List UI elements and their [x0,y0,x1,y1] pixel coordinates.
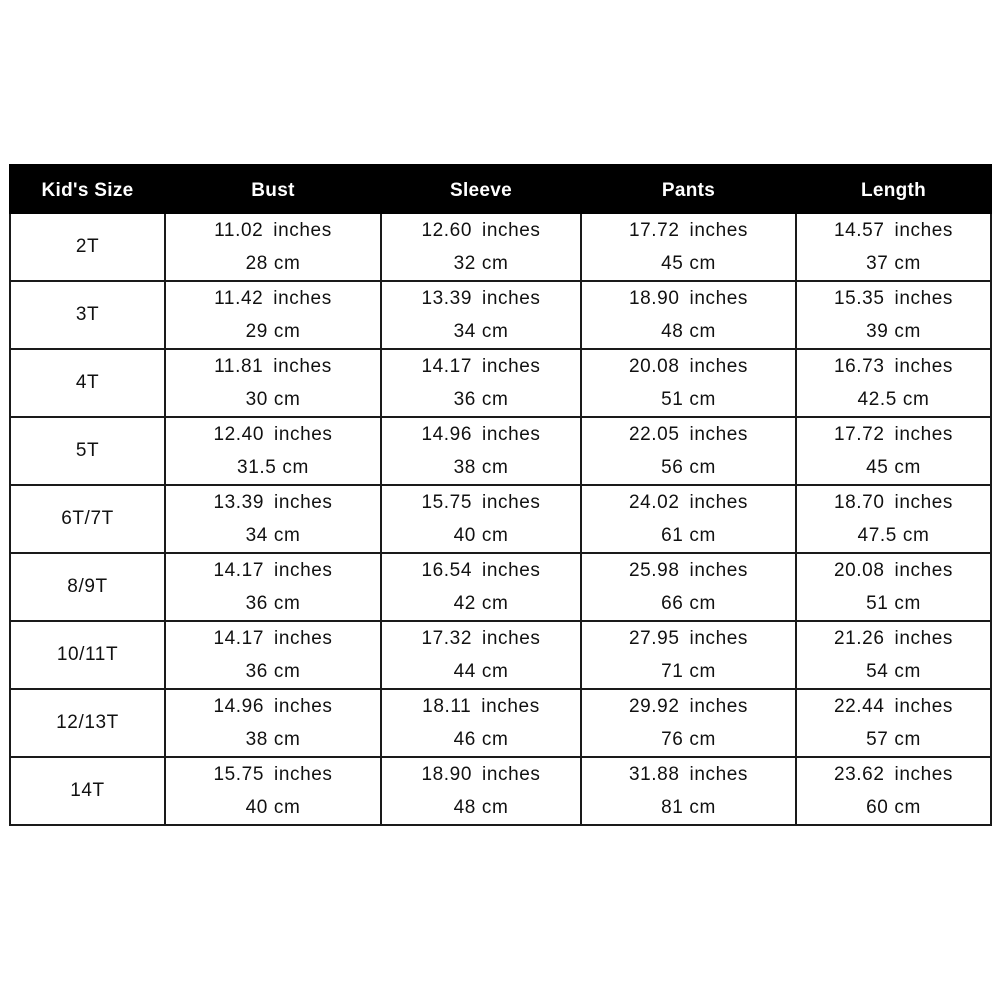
inches-unit: inches [689,696,749,717]
inches-unit: inches [894,424,954,445]
sleeve-inches-value: 13.39 [421,288,472,309]
cm-unit: cm [689,389,716,410]
inches-unit: inches [894,288,954,309]
bust-cm-value: 28 [245,253,268,274]
length-inches-value: 14.57 [833,220,885,241]
length-inches-value: 15.35 [833,288,885,309]
cm-unit: cm [282,457,309,478]
bust-cell [165,553,381,621]
cm-unit: cm [689,661,716,682]
length-cm-line [797,247,990,280]
length-cm-value: 54 [866,661,889,682]
pants-cell [581,621,796,689]
pants-cm-value: 51 [661,389,684,410]
length-cell [796,485,991,553]
bust-inches-line [166,214,380,247]
bust-cell [165,213,381,281]
bust-inches-line [166,758,380,791]
sleeve-inches-line [382,486,580,519]
inches-unit: inches [274,696,333,717]
length-cm-line [797,655,990,688]
pants-inches-line [582,282,795,315]
cm-unit: cm [894,729,921,750]
length-cm-value: 47.5 [857,525,897,546]
length-cm-line [797,791,990,824]
pants-inches-line [582,758,795,791]
inches-unit: inches [482,424,541,445]
pants-cm-value: 48 [661,321,684,342]
size-cell: 4T [10,349,165,417]
cm-unit: cm [481,389,509,410]
sleeve-cm-value: 34 [453,321,476,342]
cm-unit: cm [689,321,716,342]
sleeve-cell [381,213,581,281]
length-cm-value: 57 [866,729,889,750]
sleeve-cm-value: 38 [453,457,476,478]
pants-cm-line [582,587,795,620]
bust-cm-line [166,451,380,484]
bust-inches-line [166,554,380,587]
pants-cm-line [582,315,795,348]
pants-inches-line [582,554,795,587]
pants-cell [581,213,796,281]
cm-unit: cm [481,525,509,546]
sleeve-inches-value: 16.54 [421,560,472,581]
pants-inches-value: 17.72 [628,220,680,241]
header-pants: Pants [581,165,796,213]
sleeve-cm-line [382,247,580,280]
bust-cm-line [166,791,380,824]
sleeve-inches-line [382,350,580,383]
inches-unit: inches [274,628,333,649]
table-row [10,621,991,689]
cm-unit: cm [902,389,930,410]
sleeve-inches-line [382,214,580,247]
sleeve-inches-value: 17.32 [421,628,472,649]
inches-unit: inches [894,356,954,377]
sleeve-inches-value: 18.11 [422,696,472,717]
length-cell [796,417,991,485]
cm-unit: cm [273,253,301,274]
cm-unit: cm [902,525,930,546]
inches-unit: inches [274,560,333,581]
bust-cm-value: 36 [245,593,268,614]
cm-unit: cm [481,797,509,818]
inches-unit: inches [482,356,541,377]
cm-unit: cm [481,729,509,750]
bust-cell [165,281,381,349]
size-cell: 14T [10,757,165,825]
inches-unit: inches [689,288,749,309]
cm-unit: cm [273,593,301,614]
bust-cm-value: 30 [245,389,268,410]
length-inches-line [797,486,990,519]
bust-cm-line [166,587,380,620]
pants-inches-value: 24.02 [628,492,680,513]
pants-cm-value: 71 [661,661,684,682]
cm-unit: cm [481,253,509,274]
header-row [10,165,991,213]
header-sleeve: Sleeve [381,165,581,213]
sleeve-cm-value: 40 [453,525,476,546]
length-cell [796,553,991,621]
length-cell [796,213,991,281]
length-cell [796,757,991,825]
bust-cm-line [166,383,380,416]
bust-inches-line [166,486,380,519]
bust-cm-line [166,519,380,552]
cm-unit: cm [689,729,716,750]
bust-inches-value: 15.75 [213,764,264,785]
sleeve-cm-value: 36 [453,389,476,410]
table-row [10,213,991,281]
inches-unit: inches [274,764,333,785]
cm-unit: cm [481,457,509,478]
pants-cm-value: 66 [661,593,684,614]
pants-cm-line [582,247,795,280]
bust-cm-value: 38 [245,729,268,750]
length-cm-value: 45 [866,457,889,478]
table-row [10,757,991,825]
length-inches-value: 20.08 [833,560,885,581]
sleeve-inches-line [382,554,580,587]
bust-cell [165,349,381,417]
cm-unit: cm [894,457,921,478]
pants-cell [581,349,796,417]
inches-unit: inches [894,560,954,581]
length-cell [796,689,991,757]
cm-unit: cm [273,729,301,750]
inches-unit: inches [273,356,332,377]
sleeve-cm-line [382,315,580,348]
length-cm-value: 39 [866,321,889,342]
bust-inches-value: 14.96 [213,696,264,717]
sleeve-cell [381,757,581,825]
bust-cm-value: 31.5 [237,457,277,478]
inches-unit: inches [689,628,749,649]
inches-unit: inches [482,560,541,581]
inches-unit: inches [689,560,749,581]
length-cell [796,281,991,349]
pants-cm-line [582,655,795,688]
length-cm-line [797,383,990,416]
length-inches-value: 21.26 [833,628,885,649]
size-cell: 2T [10,213,165,281]
pants-inches-value: 31.88 [628,764,680,785]
sleeve-cm-line [382,655,580,688]
sleeve-inches-line [382,758,580,791]
bust-cm-value: 40 [245,797,268,818]
length-inches-line [797,350,990,383]
pants-cm-value: 76 [661,729,684,750]
cm-unit: cm [273,389,301,410]
length-cell [796,621,991,689]
cm-unit: cm [689,525,716,546]
length-inches-value: 16.73 [833,356,885,377]
cm-unit: cm [273,525,301,546]
sleeve-cell [381,349,581,417]
inches-unit: inches [482,764,541,785]
inches-unit: inches [689,492,749,513]
sleeve-cm-value: 32 [453,253,476,274]
length-inches-line [797,690,990,723]
bust-cm-line [166,723,380,756]
cm-unit: cm [894,593,921,614]
table-header [10,165,991,213]
bust-cell [165,621,381,689]
sleeve-inches-value: 14.96 [421,424,472,445]
sleeve-inches-line [382,282,580,315]
inches-unit: inches [894,220,954,241]
bust-inches-line [166,690,380,723]
inches-unit: inches [689,424,749,445]
pants-cm-line [582,519,795,552]
pants-inches-line [582,622,795,655]
inches-unit: inches [689,356,749,377]
size-cell: 5T [10,417,165,485]
header-kids-size: Kid's Size [10,165,165,213]
inches-unit: inches [482,288,541,309]
cm-unit: cm [689,593,716,614]
sleeve-cell [381,281,581,349]
header-bust: Bust [165,165,381,213]
cm-unit: cm [894,661,921,682]
pants-inches-value: 29.92 [628,696,680,717]
bust-cm-line [166,655,380,688]
cm-unit: cm [894,253,921,274]
cm-unit: cm [689,457,716,478]
sleeve-cm-value: 48 [453,797,476,818]
size-cell: 8/9T [10,553,165,621]
cm-unit: cm [689,797,716,818]
cm-unit: cm [689,253,716,274]
length-inches-line [797,214,990,247]
bust-cm-value: 29 [245,321,268,342]
length-inches-line [797,622,990,655]
pants-cell [581,417,796,485]
bust-cm-line [166,315,380,348]
bust-cm-value: 36 [245,661,268,682]
inches-unit: inches [689,764,749,785]
pants-cm-line [582,383,795,416]
bust-inches-line [166,282,380,315]
length-cm-value: 51 [866,593,889,614]
length-cm-value: 37 [866,253,889,274]
table-row [10,553,991,621]
pants-inches-value: 20.08 [628,356,680,377]
inches-unit: inches [482,220,541,241]
pants-inches-line [582,486,795,519]
sleeve-inches-line [382,418,580,451]
pants-cm-value: 56 [661,457,684,478]
sleeve-cm-value: 42 [453,593,476,614]
bust-cm-line [166,247,380,280]
sleeve-cell [381,689,581,757]
sleeve-inches-value: 12.60 [421,220,472,241]
table-row [10,417,991,485]
bust-inches-value: 11.02 [214,220,264,241]
sleeve-cm-value: 44 [453,661,476,682]
inches-unit: inches [894,764,954,785]
pants-inches-line [582,350,795,383]
table-row [10,349,991,417]
inches-unit: inches [274,424,333,445]
bust-inches-value: 13.39 [213,492,264,513]
sleeve-cm-line [382,383,580,416]
bust-inches-value: 14.17 [213,560,264,581]
pants-inches-value: 27.95 [628,628,680,649]
bust-inches-value: 11.81 [214,356,264,377]
inches-unit: inches [689,220,749,241]
bust-inches-line [166,350,380,383]
pants-cell [581,689,796,757]
size-cell: 6T/7T [10,485,165,553]
inches-unit: inches [894,696,954,717]
sleeve-cell [381,553,581,621]
cm-unit: cm [273,661,301,682]
pants-cell [581,553,796,621]
bust-cell [165,485,381,553]
pants-cm-line [582,791,795,824]
pants-cm-line [582,451,795,484]
bust-cell [165,689,381,757]
table-row [10,689,991,757]
pants-cm-value: 61 [661,525,684,546]
length-inches-value: 23.62 [833,764,885,785]
pants-inches-line [582,690,795,723]
length-cm-line [797,587,990,620]
inches-unit: inches [273,220,332,241]
bust-inches-line [166,622,380,655]
pants-cell [581,757,796,825]
inches-unit: inches [894,492,954,513]
length-cell [796,349,991,417]
pants-inches-line [582,418,795,451]
length-cm-line [797,723,990,756]
pants-inches-value: 25.98 [628,560,680,581]
length-cm-value: 42.5 [857,389,897,410]
bust-inches-value: 14.17 [213,628,264,649]
inches-unit: inches [482,628,541,649]
table-row [10,281,991,349]
cm-unit: cm [894,797,921,818]
sleeve-cm-value: 46 [453,729,476,750]
length-cm-line [797,519,990,552]
size-cell: 10/11T [10,621,165,689]
bust-cm-value: 34 [245,525,268,546]
pants-cm-value: 81 [661,797,684,818]
sleeve-cm-line [382,451,580,484]
sleeve-cell [381,417,581,485]
cm-unit: cm [273,797,301,818]
cm-unit: cm [273,321,301,342]
cm-unit: cm [481,321,509,342]
pants-inches-line [582,214,795,247]
size-cell: 3T [10,281,165,349]
sleeve-cm-line [382,519,580,552]
header-length: Length [796,165,991,213]
length-cm-line [797,451,990,484]
size-chart-table [9,164,992,826]
inches-unit: inches [481,696,540,717]
inches-unit: inches [894,628,954,649]
bust-cell [165,417,381,485]
cm-unit: cm [481,661,509,682]
cm-unit: cm [894,321,921,342]
pants-cm-line [582,723,795,756]
inches-unit: inches [482,492,541,513]
inches-unit: inches [274,492,333,513]
length-inches-line [797,554,990,587]
length-inches-line [797,418,990,451]
sleeve-cm-line [382,587,580,620]
table-row [10,485,991,553]
pants-cm-value: 45 [661,253,684,274]
sleeve-inches-line [382,622,580,655]
length-inches-value: 18.70 [833,492,885,513]
cm-unit: cm [481,593,509,614]
length-inches-line [797,758,990,791]
sleeve-inches-value: 18.90 [421,764,472,785]
sleeve-cm-line [382,723,580,756]
bust-inches-value: 11.42 [214,288,264,309]
sleeve-cell [381,621,581,689]
table-body [10,213,991,825]
bust-inches-line [166,418,380,451]
pants-cell [581,485,796,553]
length-inches-value: 17.72 [833,424,885,445]
length-inches-line [797,282,990,315]
length-cm-line [797,315,990,348]
pants-inches-value: 22.05 [628,424,680,445]
bust-inches-value: 12.40 [213,424,264,445]
sleeve-inches-value: 14.17 [421,356,472,377]
sleeve-cm-line [382,791,580,824]
bust-cell [165,757,381,825]
inches-unit: inches [273,288,332,309]
sleeve-inches-line [382,690,580,723]
sleeve-cell [381,485,581,553]
size-cell: 12/13T [10,689,165,757]
length-inches-value: 22.44 [833,696,885,717]
pants-inches-value: 18.90 [628,288,680,309]
length-cm-value: 60 [866,797,889,818]
pants-cell [581,281,796,349]
sleeve-inches-value: 15.75 [421,492,472,513]
